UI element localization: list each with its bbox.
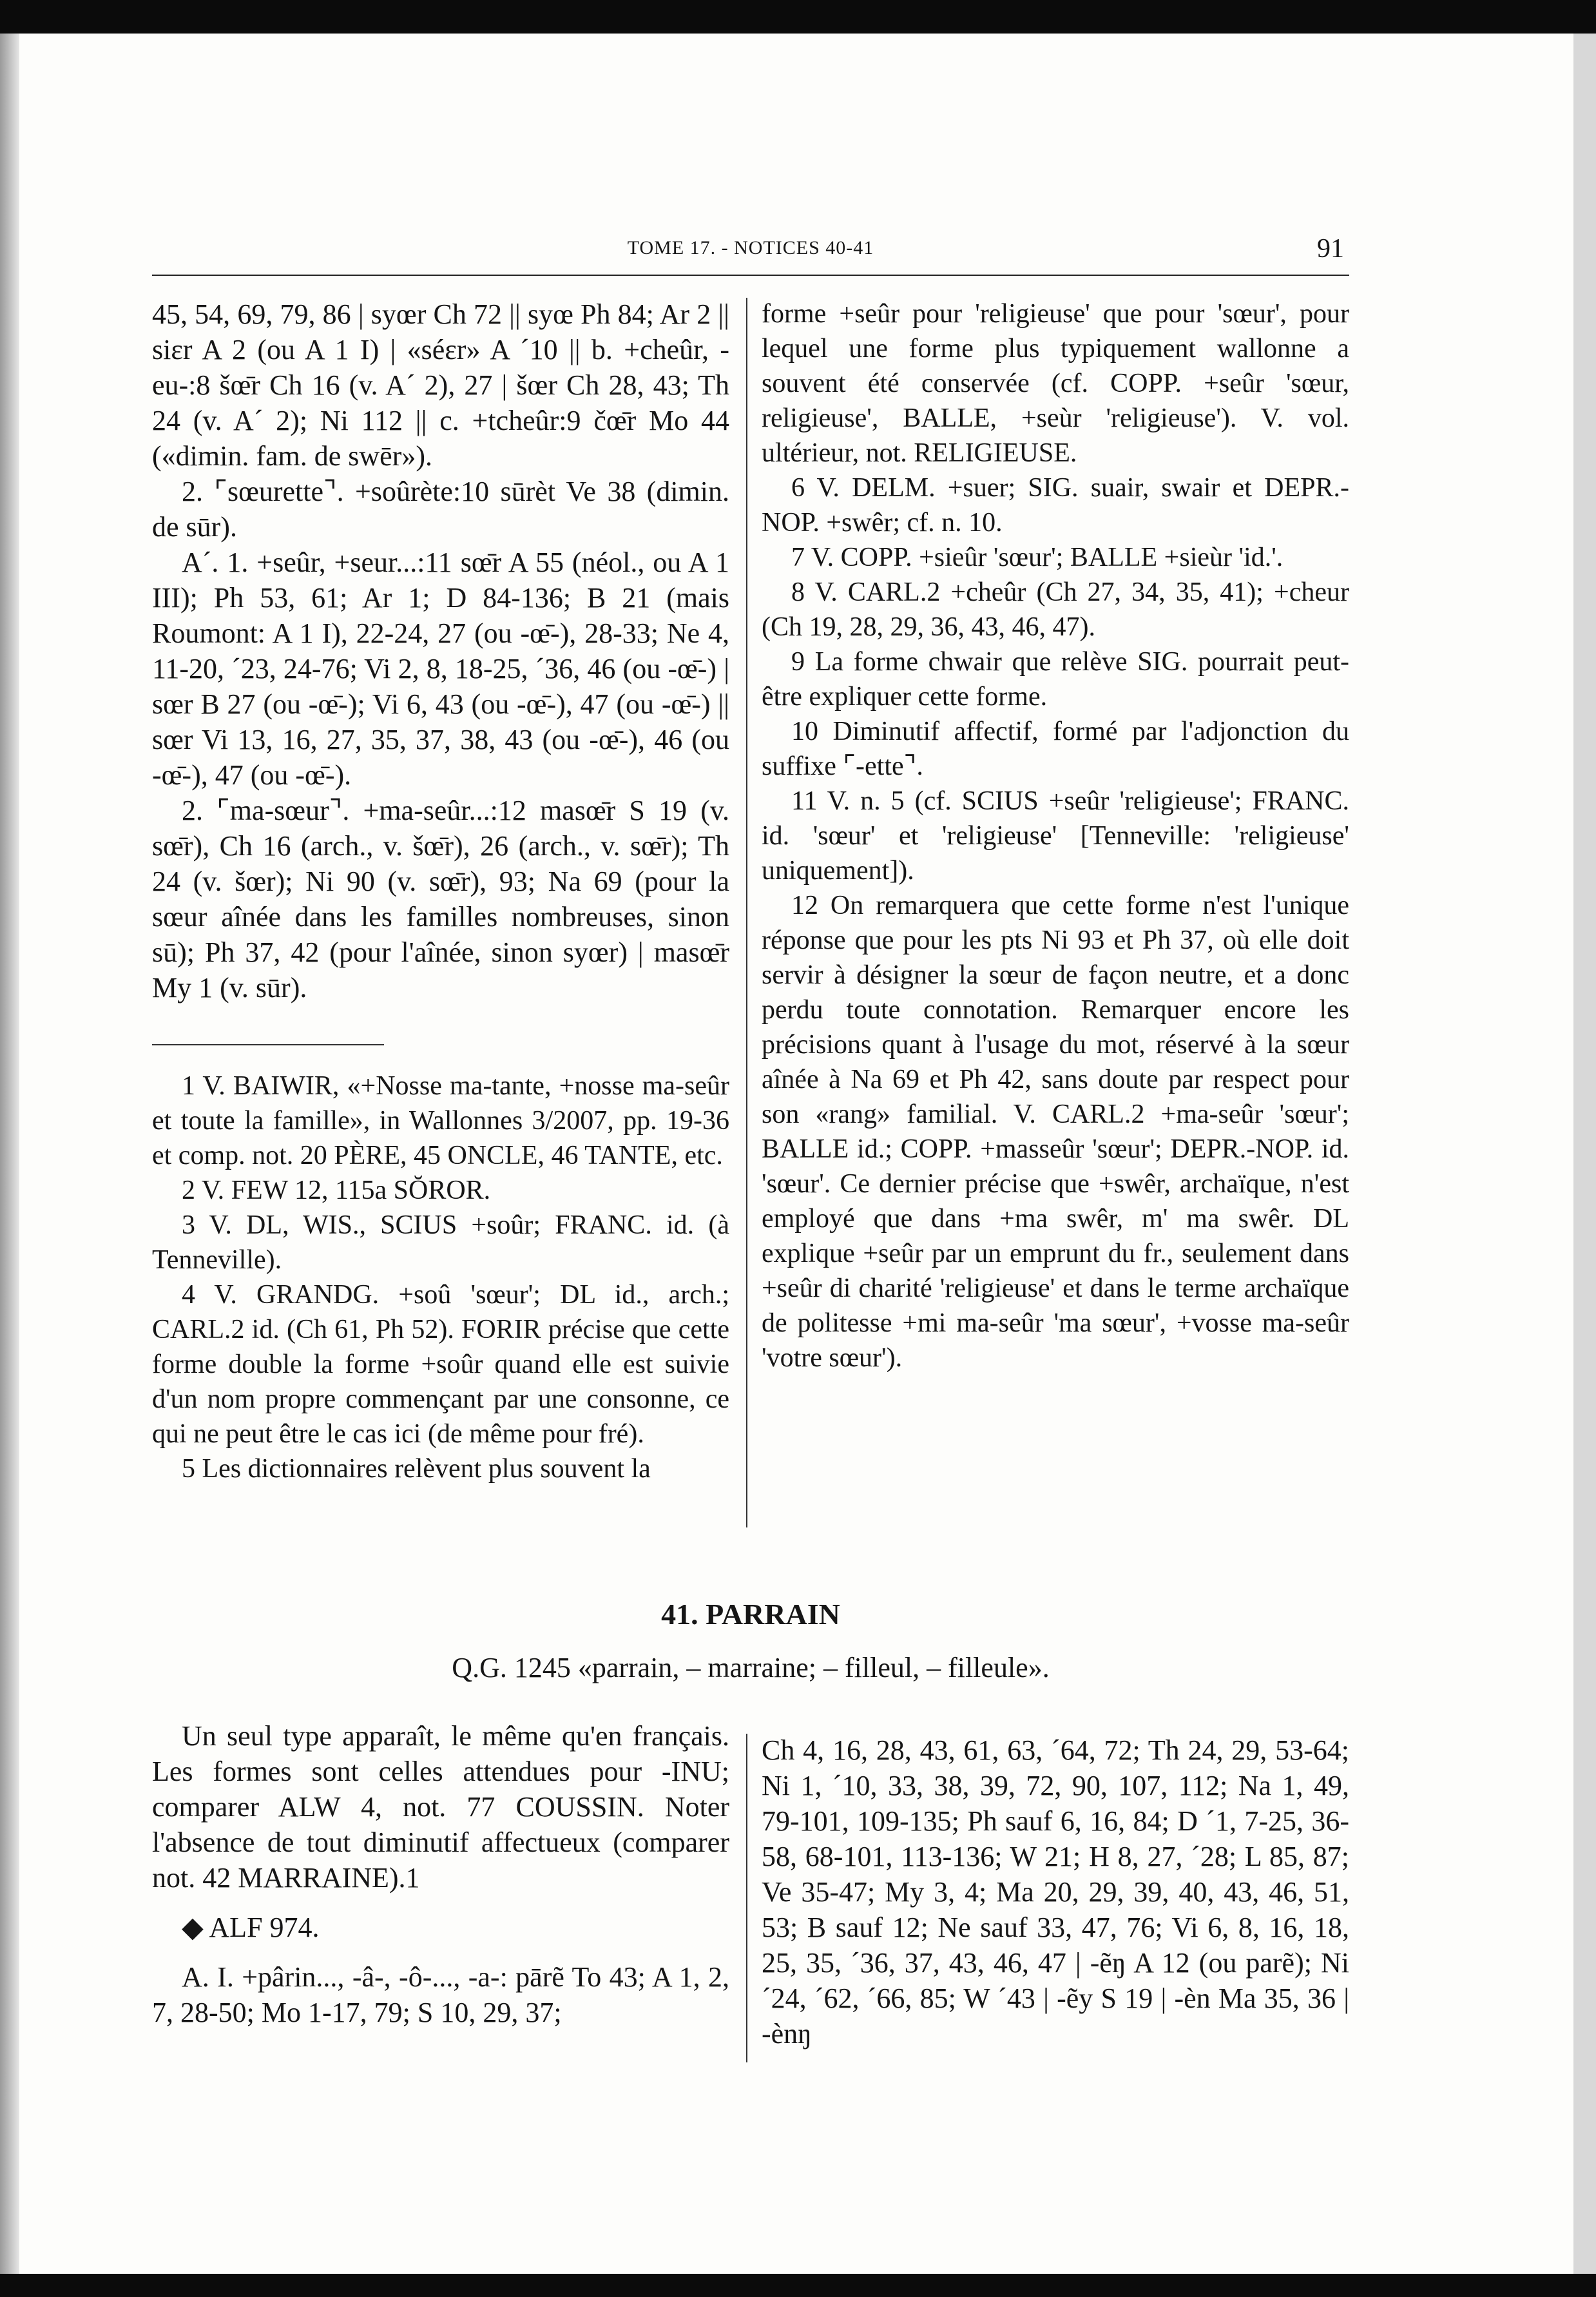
section-left-column <box>152 1718 729 2030</box>
paragraph: 45, 54, 69, 79, 86 | syœr Ch 72 || syœ Ph 84; Ar 2 || siɛr A 2 (ou A 1 I) | «séɛr» A ´10 || b. +cheûr, -eu-:8 šœ̄r Ch 16 (v. A´ 2), 27 | šœr Ch 28, 43; Th 24 (v. A´ 2); Ni 112 || c. +tcheûr:9 čœ̄r Mo 44 («dimin. fam. de swēr»). <box>152 298 729 472</box>
column-divider-bottom <box>746 1734 747 2062</box>
footnote-2: 2 V. FEW 12, 115a SŎROR. <box>182 1176 491 1205</box>
scan-top-border <box>0 0 1596 34</box>
paragraph: A´. 1. +seûr, +seur...:11 sœ̄r A 55 (néol., ou A 1 III); Ph 53, 61; Ar 1; D 84-136; B 21 (mais Roumont: A 1 I), 22-24, 27 (ou -œ̄-), 28-33; Ne 4, 11-20, ´23, 24-76; Vi 2, 8, 18-25, ´36, 46 (ou -œ̄-) | sœr B 27 (ou -œ̄-); Vi 6, 43 (ou -œ̄-), 47 (ou -œ̄-) || sœr Vi 13, 16, 27, 35, 37, 38, 43 (ou -œ̄-), 46 (ou -œ̄-), 47 (ou -œ̄-). <box>152 547 729 791</box>
section-subtitle: Q.G. 1245 «parrain, – marraine; – filleul, – filleule». <box>452 1652 1050 1683</box>
footnote-7: 7 V. COPP. +sieûr 'sœur'; BALLE +sieùr 'id.'. <box>791 543 1284 572</box>
footnote-1: 1 V. BAIWIR, «+Nosse ma-tante, +nosse ma-seûr et toute la famille», in Wallonnes 3/2007, pp. 19-36 et comp. not. 20 PÈRE, 45 ONCLE, 46 TANTE, etc. <box>152 1071 729 1170</box>
column-divider-top <box>746 298 747 1527</box>
footnote-3: 3 V. DL, WIS., SCIUS +soûr; FRANC. id. (à Tenneville). <box>152 1210 729 1275</box>
footnote-5: 5 Les dictionnaires relèvent plus souvent la <box>182 1454 651 1484</box>
footnote-5-cont: forme +seûr pour 'religieuse' que pour 'sœur', pour lequel une forme plus typiquement wallonne a souvent été conservée (cf. COPP. +seûr 'sœur, religieuse', BALLE, +seùr 'religieuse'). V. vol. ultérieur, not. RELIGIEUSE. <box>762 299 1349 468</box>
footnote-9: 9 La forme chwair que relève SIG. pourrait peut-être expliquer cette forme. <box>762 647 1349 712</box>
right-column-footnotes <box>762 296 1349 1375</box>
paragraph: 2. ⌜sœurette⌝. +soûrète:10 sūrèt Ve 38 (dimin. de sūr). <box>152 476 729 543</box>
footnote-11: 11 V. n. 5 (cf. SCIUS +seûr 'religieuse'; FRANC. id. 'sœur' et 'religieuse' [Tenneville: 'religieuse' uniquement]). <box>762 786 1349 886</box>
footnote-8: 8 V. CARL.2 +cheûr (Ch 27, 34, 35, 41); +cheur (Ch 19, 28, 29, 36, 43, 46, 47). <box>762 577 1349 642</box>
alf-reference: ◆ ALF 974. <box>182 1912 320 1943</box>
footnote-12: 12 On remarquera que cette forme n'est l'unique réponse que pour les pts Ni 93 et Ph 37, où elle doit servir à désigner la sœur de façon neutre, et a donc perdu toute connotation. Remarquer encore les précisions quant à l'usage du mot, réservé à la sœur aînée à Na 69 et Ph 42, sans doute par respect pour son «rang» familial. V. CARL.2 +ma-seûr 'sœur'; BALLE id.; COPP. +masseûr 'sœur'; DEPR.-NOP. id. 'sœur'. Ce dernier précise que +swêr, archaïque, n'est employé que dans +ma swêr, m' ma swêr. DL explique +seûr par un emprunt du fr., seulement dans +seûr di charité 'religieuse' et dans le terme archaïque de politesse +mi ma-seûr 'ma sœur', +vosse ma-seûr 'votre sœur'). <box>762 891 1349 1373</box>
paragraph: 2. ⌜ma-sœur⌝. +ma-seûr...:12 masœ̄r S 19 (v. sœ̄r), Ch 16 (arch., v. šœ̄r), 26 (arch., v. sœ̄r); Th 24 (v. šœr); Ni 90 (v. sœ̄r), 93; Na 69 (pour la sœur aînée dans les familles nombreuses, sinon sū); Ph 37, 42 (pour l'aînée, sinon syœr) | masœ̄r My 1 (v. sūr). <box>152 795 729 1003</box>
paragraph: Ch 4, 16, 28, 43, 61, 63, ´64, 72; Th 24, 29, 53-64; Ni 1, ´10, 33, 38, 39, 72, 90, 107, 112; Na 1, 49, 79-101, 109-135; Ph sauf 6, 16, 84; D ´1, 7-25, 36-58, 68-101, 113-136; W 21; H 8, 27, ´28; L 85, 87; Ve 35-47; My 3, 4; Ma 20, 29, 39, 40, 43, 46, 51, 53; B sauf 12; Ne sauf 33, 47, 76; Vi 6, 8, 16, 18, 25, 35, ´36, 37, 43, 46, 47 | -ẽŋ A 12 (ou parẽ); Ni ´24, ´62, ´66, 85; W ´43 | -ẽy S 19 | -èn Ma 35, 36 | -ènŋ <box>762 1734 1349 2050</box>
scan-left-shadow <box>0 34 19 2274</box>
footnote-rule <box>152 1044 384 1045</box>
footnote-4: 4 V. GRANDG. +soû 'sœur'; DL id., arch.; CARL.2 id. (Ch 61, Ph 52). FORIR précise que cette forme double la forme +soûr quand elle est suivie d'un nom propre commençant par une consonne, ce qui ne peut être le cas ici (de même pour fré). <box>152 1280 729 1449</box>
running-title: TOME 17. - NOTICES 40-41 <box>627 237 874 258</box>
section-right-column <box>762 1732 1349 2051</box>
footnote-10: 10 Diminutif affectif, formé par l'adjonction du suffixe ⌜-ette⌝. <box>762 717 1349 781</box>
left-column-top <box>152 296 729 1486</box>
paragraph: A. I. +pârin..., -â-, -ô-..., -a-: pārẽ To 43; A 1, 2, 7, 28-50; Mo 1-17, 79; S 10, 29, 37; <box>152 1961 729 2028</box>
paragraph: Un seul type apparaît, le même qu'en français. Les formes sont celles attendues pour -INU; comparer ALW 4, not. 77 COUSSIN. Noter l'absence de tout diminutif affectueux (comparer not. 42 MARRAINE).1 <box>152 1720 729 1894</box>
footnote-6: 6 V. DELM. +suer; SIG. suair, swair et DEPR.-NOP. +swêr; cf. n. 10. <box>762 473 1349 538</box>
scan-bottom-border <box>0 2274 1596 2297</box>
header-rule <box>152 275 1349 276</box>
running-header <box>152 233 1349 272</box>
section-title: 41. PARRAIN <box>661 1598 840 1631</box>
page-number: 91 <box>1317 234 1344 264</box>
